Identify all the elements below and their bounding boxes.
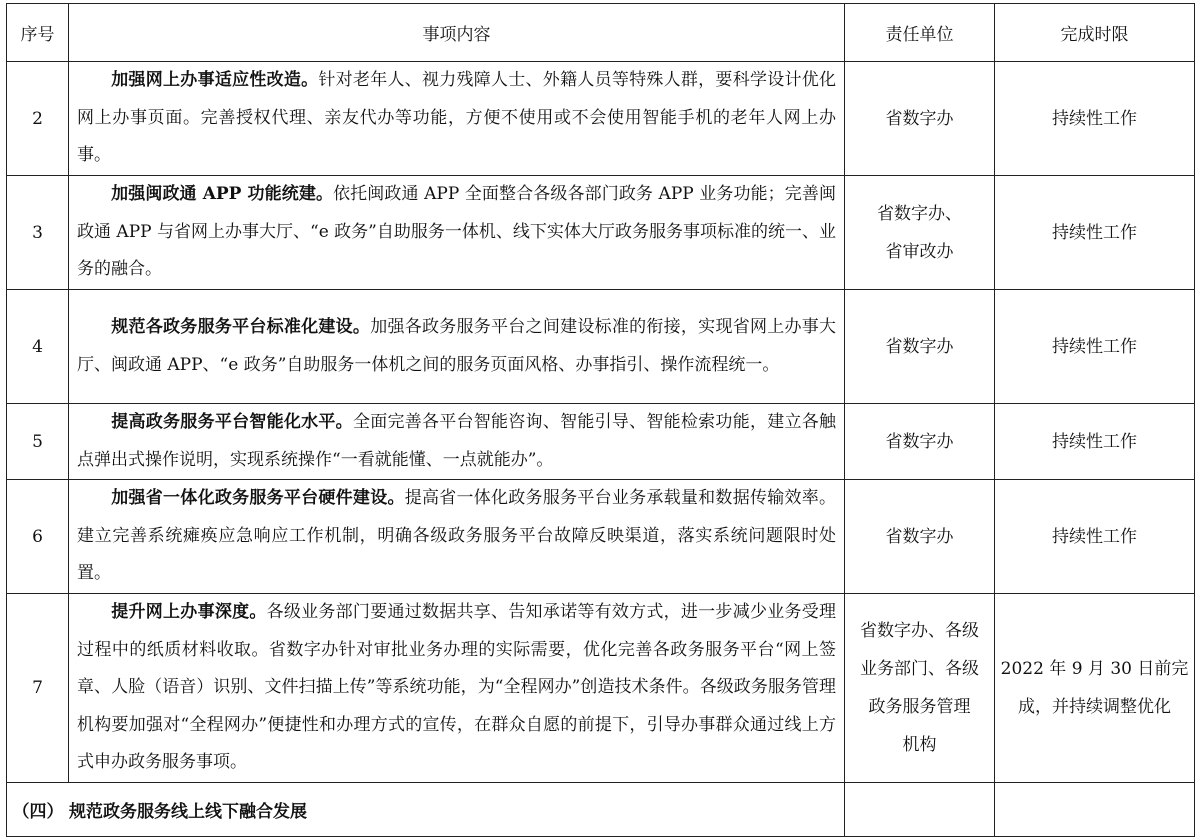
row-deadline: 持续性工作 (995, 404, 1195, 480)
row-content (69, 62, 845, 176)
row-lead: 提高政务服务平台智能化水平。 (111, 412, 353, 432)
row-lead: 加强省一体化政务服务平台硬件建设。 (111, 488, 405, 509)
row-content (69, 480, 845, 594)
row-number: 6 (7, 480, 69, 594)
table-row (7, 480, 1195, 594)
document-table (6, 3, 1195, 837)
row-unit: 省数字办 (845, 480, 995, 594)
section-time-cell (995, 782, 1195, 836)
header-content: 事项内容 (69, 4, 845, 62)
row-body: 依托闽政通 APP 全面整合各级各部门政务 APP 业务功能；完善闽政通 APP 与省网上办事大厅、“e 政务”自助服务一体机、线下实体大厅政务服务事项标准的统一、业务的融合。 (77, 184, 837, 280)
header-num: 序号 (7, 4, 69, 62)
row-unit: 省数字办、各级 业务部门、各级 政务服务管理 机构 (845, 594, 995, 783)
row-lead: 加强网上办事适应性改造。 (111, 70, 319, 91)
row-lead: 加强闽政通 APP 功能统建。 (111, 184, 334, 205)
section-heading (7, 782, 845, 836)
row-body: 各级业务部门要通过数据共享、告知承诺等有效方式，进一步减少业务受理过程中的纸质材料收取。省数字办针对审批业务办理的实际需要，优化完善各政务服务平台“网上签章、人脸（语音）识别、文件扫描上传”等系统功能，为“全程网办”创造技术条件。各级政务服务管理机构要加强对“全程网办”便捷性和办理方式的宣传，在群众自愿的前提下，引导办事群众通过线上方式申办政务服务事项。 (77, 602, 837, 772)
row-body: 针对老年人、视力残障人士、外籍人员等特殊人群，要科学设计优化网上办事页面。完善授权代理、亲友代办等功能，方便不使用或不会使用智能手机的老年人网上办事。 (77, 70, 837, 166)
table-row (7, 594, 1195, 783)
table-row (7, 404, 1195, 480)
row-deadline: 持续性工作 (995, 290, 1195, 404)
row-deadline: 持续性工作 (995, 176, 1195, 290)
header-row (7, 4, 1195, 62)
row-content (69, 290, 845, 404)
row-unit: 省数字办、 省审改办 (845, 176, 995, 290)
row-lead: 提升网上办事深度。 (111, 602, 267, 622)
row-number: 4 (7, 290, 69, 404)
row-content (69, 594, 845, 783)
header-unit: 责任单位 (845, 4, 995, 62)
row-number: 5 (7, 404, 69, 480)
row-deadline: 持续性工作 (995, 480, 1195, 594)
row-deadline: 2022 年 9 月 30 日前完 成，并持续调整优化 (995, 594, 1195, 783)
row-deadline: 持续性工作 (995, 62, 1195, 176)
row-number: 7 (7, 594, 69, 783)
row-lead: 规范各政务服务平台标准化建设。 (111, 317, 371, 337)
row-unit: 省数字办 (845, 62, 995, 176)
table-row (7, 290, 1195, 404)
row-content (69, 176, 845, 290)
table-row (7, 62, 1195, 176)
row-body: 全面完善各平台智能咨询、智能引导、智能检索功能，建立各触点弹出式操作说明，实现系统操作“一看就能懂、一点就能办”。 (77, 412, 837, 470)
row-unit: 省数字办 (845, 290, 995, 404)
section-number: （四） (12, 801, 64, 822)
header-time: 完成时限 (995, 4, 1195, 62)
table-row (7, 176, 1195, 290)
row-content (69, 404, 845, 480)
section-title: 规范政务服务线上线下融合发展 (69, 801, 307, 822)
section-row (7, 782, 1195, 836)
section-unit-cell (845, 782, 995, 836)
row-number: 3 (7, 176, 69, 290)
row-body: 加强各政务服务平台之间建设标准的衔接，实现省网上办事大厅、闽政通 APP、“e 政务”自助服务一体机之间的服务页面风格、办事指引、操作流程统一。 (77, 317, 837, 375)
row-unit: 省数字办 (845, 404, 995, 480)
row-number: 2 (7, 62, 69, 176)
row-body: 提高省一体化政务服务平台业务承载量和数据传输效率。建立完善系统瘫痪应急响应工作机制，明确各级政务服务平台故障反映渠道，落实系统问题限时处置。 (77, 488, 837, 584)
